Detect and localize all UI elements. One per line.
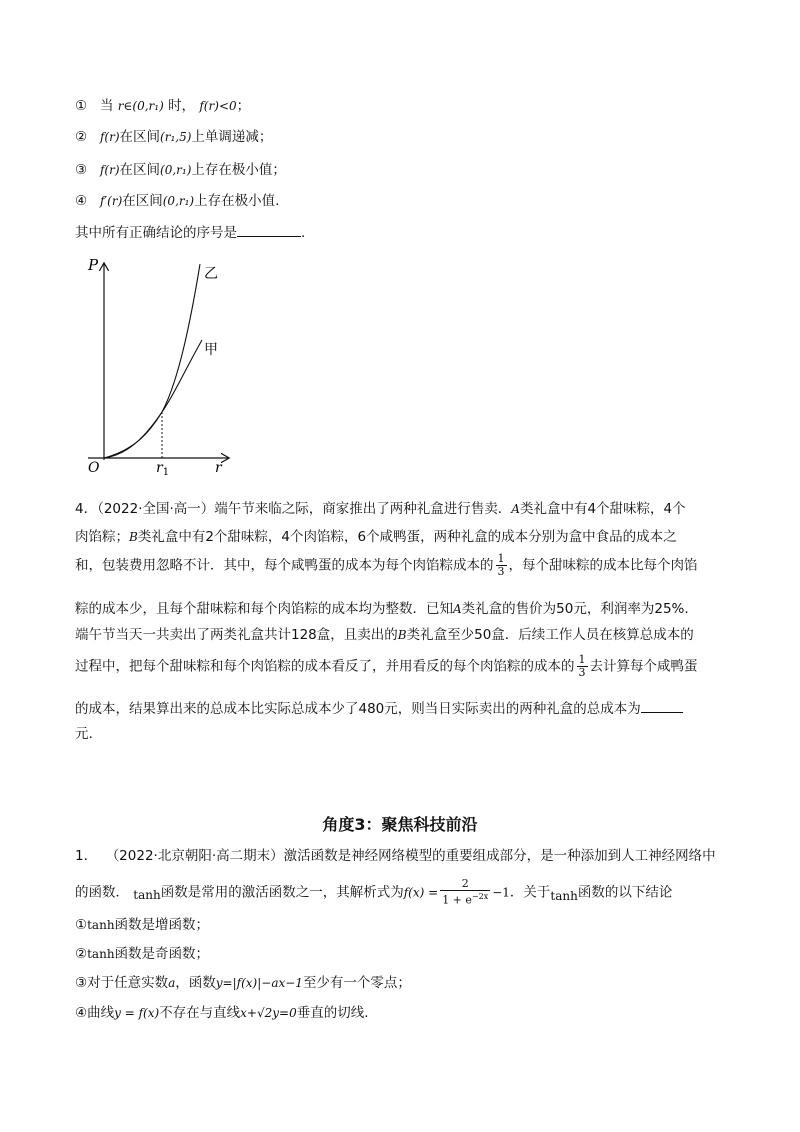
item-text: 在区间 [122, 193, 163, 209]
item-text: 上存在极小值. [194, 193, 280, 209]
math-expr: (r₁,5) [160, 130, 192, 144]
math-expr: f(r) [99, 130, 120, 144]
item-text: 在区间 [119, 162, 161, 178]
question-number: 1． [75, 848, 98, 864]
math-expr: (0,r₁) [160, 163, 192, 177]
math-expr: y = f(x) [114, 1006, 160, 1020]
function-graph [78, 250, 238, 475]
prev-item-1 [75, 95, 250, 117]
q4-line-1 [75, 498, 686, 520]
q4-text: 去计算每个咸鸭蛋 [589, 658, 698, 675]
section-title: 角度3：聚焦科技前沿 [322, 815, 478, 834]
formula-fraction [440, 878, 490, 907]
q4-line-4 [75, 598, 689, 620]
item-number: ② [75, 946, 88, 962]
item-text: 函数是奇函数； [114, 946, 210, 962]
frac-num: 2 [440, 878, 490, 891]
q1-item-3 [75, 972, 411, 994]
math-expr: (0,r₁) [162, 194, 195, 208]
item-number: ① [75, 917, 88, 933]
frac-den: 3 [497, 565, 505, 578]
item-text: 至少有一个零点； [302, 975, 411, 991]
q1-text: 函数是常用的激活函数之一，其解析式为 [160, 884, 404, 901]
item-number: ③ [75, 975, 88, 991]
item-text: 在区间 [119, 129, 161, 145]
item-text: 曲线 [87, 1005, 115, 1021]
q4-text: 肉馅粽； [75, 529, 129, 545]
item-text: 不存在与直线 [159, 1005, 241, 1021]
item-text: 函数是增函数； [114, 917, 210, 933]
var-b: B [129, 530, 138, 544]
q4-line-3 [75, 553, 698, 578]
frac-den: 3 [578, 666, 586, 679]
var-a: a [168, 976, 176, 990]
q1-text: ．关于 [509, 884, 551, 901]
q4-text: 的成本，结果算出来的总成本比实际总成本少了480元，则当日实际卖出的两种礼盒的总成本为 [75, 701, 641, 717]
curve-yi [104, 264, 200, 458]
q1-text: 的函数． [75, 884, 129, 901]
question-text: 其中所有正确结论的序号是 [75, 225, 237, 241]
q4-line-2 [75, 526, 677, 548]
prev-question: 其中所有正确结论的序号是 . [75, 222, 305, 244]
prev-item-4 [75, 190, 279, 212]
q4-text: 元. [75, 726, 93, 742]
question-source: （2022·北京朝阳·高二期末） [105, 848, 284, 864]
origin-label: O [88, 460, 100, 475]
q4-text: 过程中，把每个甜味粽和每个肉馅粽的成本看反了，并用看反的每个肉馅粽的成本的 [75, 658, 575, 675]
item-number: ① [75, 98, 88, 114]
var-b: B [397, 628, 407, 642]
math-expr: x+√2y=0 [240, 1006, 297, 1020]
q4-text: 端午节来临之际，商家推出了两种礼盒进行售卖． [214, 501, 512, 517]
item-number: ③ [75, 162, 88, 178]
item-text: 上存在极小值； [191, 162, 286, 178]
item-text: 时， [168, 98, 196, 114]
q1-item-2 [75, 943, 209, 965]
q4-line-8 [75, 723, 93, 745]
y-label: P [88, 256, 99, 274]
item-number: ④ [75, 193, 88, 209]
question-number: 4． [75, 501, 98, 517]
q4-line-6 [75, 654, 698, 679]
q1-text: 函数的以下结论 [577, 884, 673, 901]
prev-item-3 [75, 159, 286, 181]
math-expr: f(r) [99, 163, 120, 177]
item-text: ，函数 [175, 975, 216, 991]
item-text: 垂直的切线. [296, 1005, 369, 1021]
q4-line-5 [75, 624, 694, 646]
q1-item-1 [75, 914, 209, 936]
q4-text: 类礼盒的售价为50元，利润率为25%. [461, 601, 689, 617]
var-a: A [453, 602, 462, 616]
prev-item-2 [75, 126, 272, 148]
question-source: （2022·全国·高一） [97, 501, 215, 517]
q4-text: 粽的成本少，且每个甜味粽和每个肉馅粽的成本均为整数．已知 [75, 601, 453, 617]
curve-jia [104, 340, 202, 458]
q1-item-4 [75, 1002, 369, 1024]
q4-text: ，每个甜味粽的成本比每个肉馅 [508, 557, 698, 574]
tanh-label: tanh [550, 889, 578, 904]
formula-tail: −1 [492, 885, 510, 900]
fraction-one-third [496, 553, 507, 578]
tanh-label: tanh [133, 888, 161, 903]
frac-num: 1 [497, 552, 505, 565]
q4-line-7 [75, 698, 683, 720]
curve-jia-label: 甲 [204, 342, 218, 358]
item-text: 对于任意实数 [87, 975, 169, 991]
r1-label: $r_1$ [156, 460, 170, 475]
q4-text: 端午节当天一共卖出了两类礼盒共计128盒，且卖出的 [75, 627, 398, 643]
formula-lhs: f(x) = [403, 885, 439, 900]
item-text: ； [236, 98, 251, 114]
x-label: r [215, 460, 222, 475]
q4-text: 和，包装费用忽略不计．其中，每个咸鸭蛋的成本为每个肉馅粽成本的 [75, 557, 494, 574]
item-text: 当 [99, 98, 114, 114]
answer-blank [237, 222, 301, 237]
q4-text: 类礼盒中有4个甜味粽，4个 [519, 501, 686, 517]
q1-line-1 [75, 845, 716, 867]
fraction-one-third [577, 654, 588, 679]
item-number: ② [75, 129, 88, 145]
frac-den [440, 891, 490, 907]
item-text: 上单调递减； [191, 129, 273, 145]
frac-num: 1 [578, 653, 586, 666]
answer-blank [641, 698, 683, 713]
math-expr: y=|f(x)|−ax−1 [215, 976, 303, 990]
q4-text: 类礼盒至少50盒．后续工作人员在核算总成本的 [406, 627, 694, 643]
curve-yi-label: 乙 [204, 266, 218, 282]
den-text: 1 + e [442, 893, 472, 907]
q1-text: 激活函数是神经网络模型的重要组成部分，是一种添加到人工神经网络中 [283, 848, 716, 864]
tanh-label: tanh [87, 947, 115, 961]
math-expr: r∈(0,r₁) [117, 99, 164, 113]
tanh-label: tanh [87, 918, 115, 932]
q4-text: 类礼盒中有2个甜味粽，4个肉馅粽，6个咸鸭蛋，两种礼盒的成本分别为盒中食品的成本之 [137, 529, 677, 545]
item-number: ④ [75, 1005, 88, 1021]
var-a: A [511, 502, 520, 516]
q1-line-2 [75, 878, 672, 907]
exponent: −2x [471, 892, 489, 901]
math-expr: f′(r) [99, 194, 123, 208]
math-expr: f(r)<0 [199, 99, 237, 113]
